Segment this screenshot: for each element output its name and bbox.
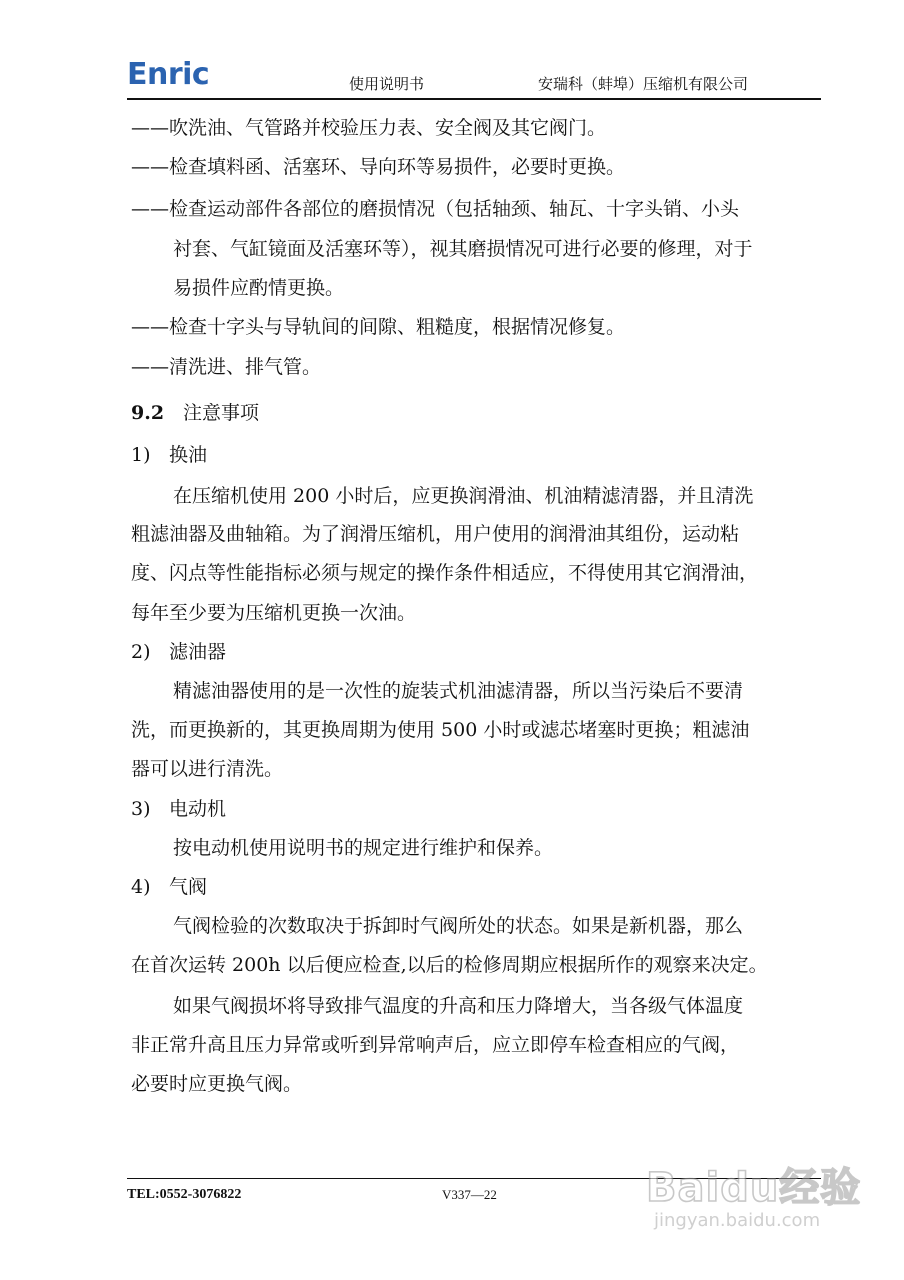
paragraph-line: 每年至少要为压缩机更换一次油。 [131, 602, 417, 624]
item-number: 4) [131, 876, 151, 898]
item-heading [131, 796, 226, 822]
paragraph-line: 在压缩机使用 200 小时后，应更换润滑油、机油精滤清器，并且清洗 [173, 485, 754, 507]
section-title: 注意事项 [183, 402, 260, 424]
paragraph-line: 器可以进行清洗。 [131, 758, 284, 780]
header-company: 安瑞科（蚌埠）压缩机有限公司 [538, 75, 749, 93]
paragraph-line: 洗，而更换新的，其更换周期为使用 500 小时或滤芯堵塞时更换；粗滤油 [131, 719, 750, 741]
intro-line: ——吹洗油、气管路并校验压力表、安全阀及其它阀门。 [131, 117, 607, 139]
intro-line: ——检查填料函、活塞环、导向环等易损件，必要时更换。 [131, 156, 626, 178]
item-title: 气阀 [169, 876, 208, 898]
paragraph-line: 非正常升高且压力异常或听到异常响声后，应立即停车检查相应的气阀， [131, 1034, 740, 1056]
intro-line: 衬套、气缸镜面及活塞环等），视其磨损情况可进行必要的修理，对于 [173, 238, 753, 260]
paragraph-line: 如果气阀损坏将导致排气温度的升高和压力降增大，当各级气体温度 [173, 995, 744, 1017]
paragraph-line: 精滤油器使用的是一次性的旋装式机油滤清器，所以当污染后不要清 [173, 680, 744, 702]
item-title: 滤油器 [169, 641, 227, 663]
intro-line: ——检查十字头与导轨间的间隙、粗糙度，根据情况修复。 [131, 316, 626, 338]
enric-logo: Enric [127, 57, 210, 92]
paragraph-line: 气阀检验的次数取决于拆卸时气阀所处的状态。如果是新机器，那么 [173, 915, 744, 937]
paragraph-line: 度、闪点等性能指标必须与规定的操作条件相适应，不得使用其它润滑油， [131, 562, 759, 584]
paragraph-line: 按电动机使用说明书的规定进行维护和保养。 [173, 837, 554, 859]
footer-phone: TEL:0552-3076822 [127, 1187, 242, 1202]
watermark-url: jingyan.baidu.com [654, 1210, 821, 1231]
header-doc-title: 使用说明书 [349, 75, 425, 93]
intro-line: 易损件应酌情更换。 [173, 277, 345, 299]
item-number: 2) [131, 641, 151, 663]
item-heading [131, 874, 207, 900]
item-heading [131, 639, 226, 665]
item-number: 3) [131, 798, 151, 820]
header-rule [127, 98, 821, 100]
paragraph-line: 在首次运转 200h 以后便应检查,以后的检修周期应根据所作的观察来决定。 [131, 954, 768, 976]
footer-page-number: V337—22 [442, 1187, 497, 1202]
item-title: 电动机 [169, 798, 227, 820]
intro-line: ——清洗进、排气管。 [131, 356, 322, 378]
baidu-watermark [640, 1148, 880, 1248]
watermark-brand: Baidu经验 [646, 1165, 862, 1211]
section-heading [131, 400, 259, 426]
paragraph-line: 必要时应更换气阀。 [131, 1073, 303, 1095]
section-number: 9.2 [131, 402, 165, 424]
paragraph-line: 粗滤油器及曲轴箱。为了润滑压缩机，用户使用的润滑油其组份，运动粘 [131, 523, 740, 545]
item-heading [131, 442, 207, 468]
item-title: 换油 [169, 444, 208, 466]
item-number: 1) [131, 444, 151, 466]
intro-line: ——检查运动部件各部位的磨损情况（包括轴颈、轴瓦、十字头销、小头 [131, 198, 740, 220]
